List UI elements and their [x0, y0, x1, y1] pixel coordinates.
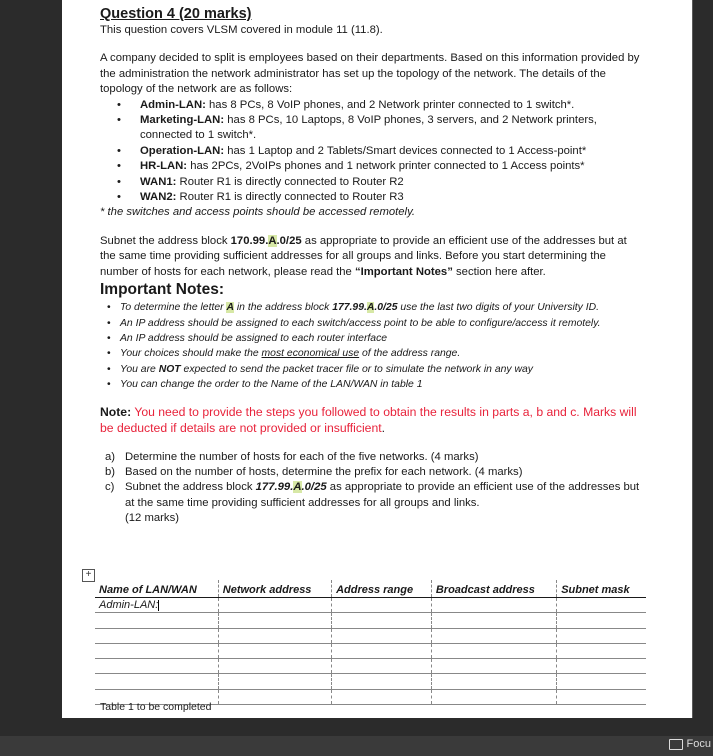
intro-paragraph: A company decided to split is employees based on their departments. Based on this information provided by the administration the network administrator has set up the topology of the network. The details of the topology of the network are as follows:: [100, 52, 640, 96]
list-item: • WAN2: Router R1 is directly connected to Router R3: [100, 190, 640, 205]
table-cell[interactable]: [218, 689, 331, 704]
table-cell[interactable]: [431, 628, 556, 643]
table-cell[interactable]: [95, 674, 218, 689]
header-name: Name of LAN/WAN: [95, 580, 218, 598]
header-network: Network address: [218, 580, 331, 598]
list-item: • An IP address should be assigned to each switch/access point to be able to configure/access it remotely.: [100, 316, 640, 331]
focus-label: Focu: [686, 738, 711, 750]
focus-button[interactable]: [669, 738, 713, 750]
table-cell[interactable]: [332, 613, 432, 628]
parts-list: [100, 450, 640, 527]
header-range: Address range: [332, 580, 432, 598]
list-item: • An IP address should be assigned to each router interface: [100, 331, 640, 346]
note-paragraph: Note: You need to provide the steps you followed to obtain the results in parts a, b and c. Marks will be deducted if details are not provided or insufficient.: [100, 404, 637, 436]
list-item: • WAN1: Router R1 is directly connected to Router R2: [100, 175, 640, 190]
question-covers: This question covers VLSM covered in module 11 (11.8).: [100, 24, 383, 36]
table-row: [95, 598, 646, 613]
list-item: • To determine the letter A in the address block 177.99.A.0/25 use the last two digits of your University ID.: [100, 300, 640, 315]
table-header-row: [95, 580, 646, 598]
table-caption: Table 1 to be completed: [100, 701, 212, 713]
table-cell[interactable]: [431, 674, 556, 689]
subnet-paragraph: Subnet the address block 170.99.A.0/25 as appropriate to provide an efficient use of the addresses but at the same time providing sufficient addresses for all groups and links. Before you start determining the number of hosts for each network, please read the “Important Notes” section here after.: [100, 234, 627, 278]
table-cell[interactable]: [218, 659, 331, 674]
table-cell[interactable]: [557, 598, 646, 613]
table-cell[interactable]: [218, 674, 331, 689]
table-cell[interactable]: [332, 628, 432, 643]
important-notes-list: [100, 300, 640, 392]
footnote: * the switches and access points should be accessed remotely.: [100, 206, 416, 219]
table-row: [95, 659, 646, 674]
list-item: • Operation-LAN: has 1 Laptop and 2 Tablets/Smart devices connected to 1 Access-point*: [100, 144, 640, 159]
focus-icon: [669, 739, 683, 750]
table-cell[interactable]: [218, 598, 331, 613]
table-cell[interactable]: [557, 628, 646, 643]
topology-list: [100, 98, 640, 206]
page-right-border: [692, 0, 693, 718]
part-b: b) Based on the number of hosts, determine the prefix for each network. (4 marks): [105, 465, 523, 478]
table-cell[interactable]: [218, 643, 331, 658]
table-cell[interactable]: [95, 613, 218, 628]
list-item: • Admin-LAN: has 8 PCs, 8 VoIP phones, and 2 Network printer connected to 1 switch*.: [100, 98, 640, 113]
status-bar: [0, 736, 713, 756]
text-caret: [158, 600, 159, 611]
table-cell[interactable]: [218, 613, 331, 628]
document-content: [100, 6, 640, 527]
document-page[interactable]: [62, 0, 692, 718]
list-item: • You can change the order to the Name of the LAN/WAN in table 1: [100, 377, 640, 392]
table-cell[interactable]: [431, 689, 556, 704]
table-cell[interactable]: [95, 628, 218, 643]
table-cell[interactable]: [332, 643, 432, 658]
table-row: [95, 643, 646, 658]
list-item: • HR-LAN: has 2PCs, 2VoIPs phones and 1 network printer connected to 1 Access points*: [100, 159, 640, 174]
header-mask: Subnet mask: [557, 580, 646, 598]
table-cell[interactable]: [431, 598, 556, 613]
table-cell[interactable]: Admin-LAN:: [95, 598, 218, 613]
header-broadcast: Broadcast address: [431, 580, 556, 598]
part-c: c) Subnet the address block 177.99.A.0/25 as appropriate to provide an efficient use of the addresses but at the same time providing sufficient addresses for all groups and links. (12 marks): [105, 481, 640, 525]
table-cell[interactable]: [431, 613, 556, 628]
table-cell[interactable]: [557, 689, 646, 704]
table-move-icon[interactable]: +: [82, 569, 95, 582]
table-cell[interactable]: [95, 659, 218, 674]
list-item: • You are NOT expected to send the packet tracer file or to simulate the network in any way: [100, 362, 640, 377]
table-cell[interactable]: [332, 674, 432, 689]
table-row: [95, 613, 646, 628]
table-row: [95, 674, 646, 689]
table-cell[interactable]: [431, 643, 556, 658]
table-cell[interactable]: [557, 659, 646, 674]
part-a: a) Determine the number of hosts for each of the five networks. (4 marks): [105, 450, 479, 463]
table-cell[interactable]: [332, 659, 432, 674]
table-row: [95, 628, 646, 643]
list-item: • Your choices should make the most economical use of the address range.: [100, 346, 640, 361]
important-notes-heading: Important Notes:: [100, 281, 224, 299]
table-cell[interactable]: [332, 598, 432, 613]
list-item: • Marketing-LAN: has 8 PCs, 10 Laptops, 8 VoIP phones, 3 servers, and 2 Network printers, connected to 1 switch*.: [100, 113, 640, 144]
page-end-mark: [646, 715, 650, 718]
question-title: Question 4 (20 marks): [100, 6, 252, 22]
subnet-table: [95, 580, 646, 705]
table-cell[interactable]: [557, 613, 646, 628]
table-cell[interactable]: [95, 643, 218, 658]
table-cell[interactable]: [557, 643, 646, 658]
table-cell[interactable]: [218, 628, 331, 643]
table-cell[interactable]: [332, 689, 432, 704]
table-cell[interactable]: [557, 674, 646, 689]
table-cell[interactable]: [431, 659, 556, 674]
